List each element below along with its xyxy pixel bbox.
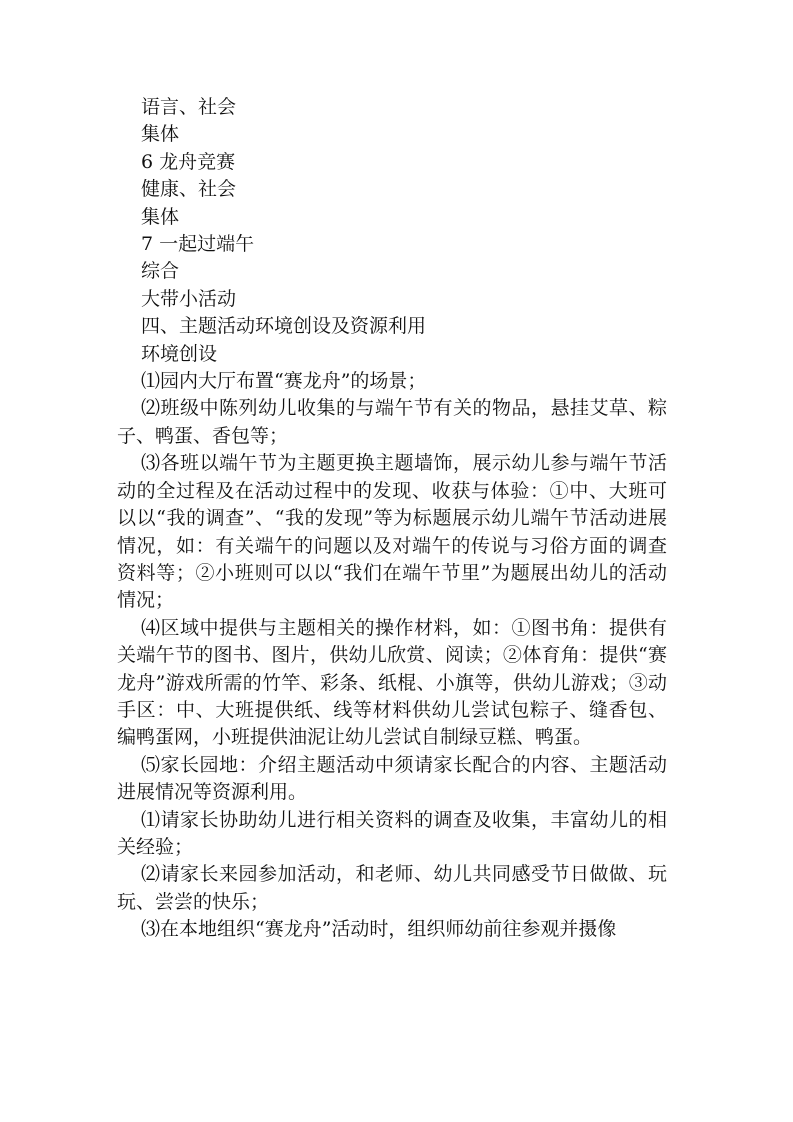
paragraph-resource-item-2: ⑵请家长来园参加活动，和老师、幼儿共同感受节日做做、玩玩、尝尝的快乐； bbox=[117, 863, 667, 913]
paragraph-resource-item-1: ⑴请家长协助幼儿进行相关资料的调查及收集，丰富幼儿的相关经验； bbox=[117, 808, 667, 858]
paragraph-env-item-2: ⑵班级中陈列幼儿收集的与端午节有关的物品，悬挂艾草、粽子、鸭蛋、香包等； bbox=[117, 397, 667, 447]
section-heading-environment: 四、主题活动环境创设及资源利用 bbox=[141, 315, 427, 338]
paragraph-env-item-5: ⑸家长园地：介绍主题活动中须请家长配合的内容、主题活动进展情况等资源利用。 bbox=[117, 753, 667, 804]
paragraph-env-item-4: ⑷区域中提供与主题相关的操作材料，如：①图书角：提供有关端午节的图书、图片，供幼儿欣赏、阅读；②体育角：提供“赛龙舟”游戏所需的竹竿、彩条、纸棍、小旗等，供幼儿游戏；③动手区：中、大班提供纸、线等材料供幼儿尝试包粽子、缝香包、编鸭蛋网，小班提供油泥让幼儿尝试自制绿豆糕、鸭蛋。 bbox=[117, 616, 667, 749]
paragraph-activity-6-title: 6 龙舟竞赛 bbox=[141, 150, 236, 173]
paragraph-activity-form: 集体 bbox=[141, 123, 180, 146]
paragraph-activity-7-title: 7 一起过端午 bbox=[141, 233, 255, 256]
paragraph-resource-item-3: ⑶在本地组织“赛龙舟”活动时，组织师幼前往参观并摄像 bbox=[141, 918, 617, 941]
document-body bbox=[117, 94, 667, 944]
paragraph-env-item-1: ⑴园内大厅布置“赛龙舟”的场景； bbox=[141, 370, 427, 393]
paragraph-activity-6-form: 集体 bbox=[141, 205, 180, 228]
paragraph-activity-7-domain: 综合 bbox=[141, 260, 180, 283]
paragraph-activity-domain: 语言、社会 bbox=[141, 96, 237, 118]
paragraph-env-item-3: ⑶各班以端午节为主题更换主题墙饰，展示幼儿参与端午节活动的全过程及在活动过程中的发现、收获与体验：①中、大班可以以“我的调查”、“我的发现”等为标题展示幼儿端午节活动进展情况，如：有关端午的问题以及对端午的传说与习俗方面的调查资料等；②小班则可以以“我们在端午节里”为题展出幼儿的活动情况； bbox=[117, 452, 667, 612]
paragraph-activity-6-domain: 健康、社会 bbox=[141, 178, 237, 201]
subheading-environment-creation: 环境创设 bbox=[141, 342, 218, 365]
paragraph-activity-7-form: 大带小活动 bbox=[141, 287, 237, 310]
